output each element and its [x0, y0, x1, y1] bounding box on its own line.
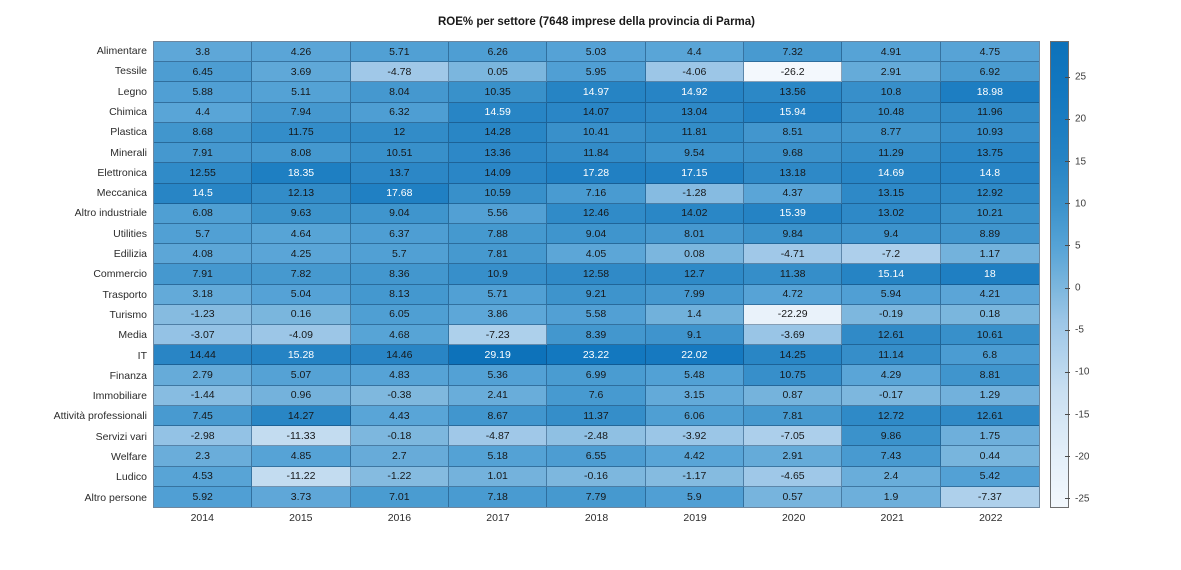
heatmap-cell[interactable]: 5.9: [646, 487, 744, 507]
heatmap-cell[interactable]: 14.5: [154, 184, 252, 204]
y-tick-label: Welfare: [111, 451, 147, 464]
chart-title: ROE% per settore (7648 imprese della provincia di Parma): [437, 16, 755, 28]
heatmap-cell[interactable]: 4.43: [351, 406, 449, 426]
heatmap-cell[interactable]: 2.79: [154, 365, 252, 385]
heatmap-cell[interactable]: 4.75: [941, 42, 1039, 62]
colorbar-tick-label: -10: [1075, 366, 1090, 378]
x-axis-tick-labels: [153, 512, 1040, 526]
heatmap-cell[interactable]: 5.7: [351, 244, 449, 264]
x-tick-label: 2019: [683, 512, 707, 524]
heatmap-cell[interactable]: 5.18: [449, 446, 547, 466]
heatmap-cell[interactable]: 5.07: [252, 365, 350, 385]
heatmap-cell[interactable]: 0.87: [744, 386, 842, 406]
heatmap-cell[interactable]: 7.91: [154, 143, 252, 163]
heatmap-cell[interactable]: -4.65: [744, 467, 842, 487]
colorbar-tick-mark: [1065, 372, 1070, 373]
heatmap-cell[interactable]: 18: [941, 264, 1039, 284]
colorbar-tick-mark: [1065, 245, 1070, 246]
heatmap-cell[interactable]: 5.56: [449, 204, 547, 224]
heatmap-cell[interactable]: 4.21: [941, 285, 1039, 305]
heatmap-cell[interactable]: 0.44: [941, 446, 1039, 466]
y-tick-label: Utilities: [113, 227, 147, 240]
heatmap-cell[interactable]: 4.08: [154, 244, 252, 264]
y-axis-tick-labels: [0, 41, 147, 508]
heatmap-cell[interactable]: 14.02: [646, 204, 744, 224]
heatmap-cell[interactable]: 12: [351, 123, 449, 143]
heatmap-cell[interactable]: 8.39: [547, 325, 645, 345]
heatmap-cell[interactable]: 12.58: [547, 264, 645, 284]
colorbar-tick-mark: [1065, 77, 1070, 78]
heatmap-cell[interactable]: 11.38: [744, 264, 842, 284]
heatmap-cell[interactable]: 7.32: [744, 42, 842, 62]
heatmap-cell[interactable]: 5.04: [252, 285, 350, 305]
heatmap-cell[interactable]: 11.29: [842, 143, 940, 163]
x-tick-label: 2021: [880, 512, 904, 524]
heatmap-cell[interactable]: 2.91: [842, 62, 940, 82]
heatmap-cell[interactable]: 7.16: [547, 184, 645, 204]
heatmap-cell[interactable]: 10.48: [842, 103, 940, 123]
colorbar-tick-mark: [1065, 161, 1070, 162]
heatmap-cell[interactable]: 11.81: [646, 123, 744, 143]
colorbar-tick-label: 20: [1075, 113, 1087, 125]
heatmap-cell[interactable]: 8.08: [252, 143, 350, 163]
heatmap-cell[interactable]: 6.26: [449, 42, 547, 62]
heatmap-cell[interactable]: -0.16: [547, 467, 645, 487]
heatmap-cell[interactable]: 1.29: [941, 386, 1039, 406]
heatmap-cell[interactable]: 5.95: [547, 62, 645, 82]
heatmap-cell[interactable]: 8.01: [646, 224, 744, 244]
heatmap-cell[interactable]: 14.97: [547, 82, 645, 102]
heatmap-cell[interactable]: 8.89: [941, 224, 1039, 244]
heatmap-cell[interactable]: -4.09: [252, 325, 350, 345]
heatmap-cell[interactable]: 23.22: [547, 345, 645, 365]
heatmap-cell[interactable]: -1.44: [154, 386, 252, 406]
heatmap-cell[interactable]: -4.06: [646, 62, 744, 82]
heatmap-cell[interactable]: 4.42: [646, 446, 744, 466]
heatmap-cell[interactable]: 5.03: [547, 42, 645, 62]
heatmap-cell[interactable]: 7.43: [842, 446, 940, 466]
heatmap-cell[interactable]: -7.37: [941, 487, 1039, 507]
heatmap-cell[interactable]: 4.83: [351, 365, 449, 385]
heatmap-cell[interactable]: -0.17: [842, 386, 940, 406]
heatmap-cell[interactable]: 7.99: [646, 285, 744, 305]
heatmap-cell[interactable]: 8.13: [351, 285, 449, 305]
heatmap-cell[interactable]: 12.61: [842, 325, 940, 345]
heatmap-cell[interactable]: 14.09: [449, 163, 547, 183]
heatmap-cell[interactable]: 9.21: [547, 285, 645, 305]
heatmap-cell[interactable]: 10.61: [941, 325, 1039, 345]
heatmap-cell[interactable]: 13.15: [842, 184, 940, 204]
x-tick-label: 2016: [387, 512, 412, 524]
heatmap-cell[interactable]: 0.96: [252, 386, 350, 406]
heatmap-cell[interactable]: 4.91: [842, 42, 940, 62]
heatmap-cell[interactable]: 5.71: [449, 285, 547, 305]
heatmap-cell[interactable]: 13.02: [842, 204, 940, 224]
colorbar-tick-mark: [1065, 456, 1070, 457]
heatmap-cell[interactable]: 14.25: [744, 345, 842, 365]
heatmap-cell[interactable]: 5.71: [351, 42, 449, 62]
heatmap-cell[interactable]: 3.69: [252, 62, 350, 82]
colorbar-tick-label: 15: [1075, 156, 1087, 168]
y-tick-label: Meccanica: [96, 187, 147, 200]
y-tick-label: Ludico: [116, 471, 147, 484]
heatmap-cell[interactable]: 5.58: [547, 305, 645, 325]
heatmap-cell[interactable]: 14.27: [252, 406, 350, 426]
heatmap-cell[interactable]: -2.48: [547, 426, 645, 446]
heatmap-cell[interactable]: -1.17: [646, 467, 744, 487]
heatmap-cell[interactable]: 10.93: [941, 123, 1039, 143]
colorbar-tick-label: 25: [1075, 71, 1087, 83]
heatmap-cell[interactable]: 2.41: [449, 386, 547, 406]
heatmap-cell[interactable]: 4.25: [252, 244, 350, 264]
heatmap-cell[interactable]: 12.46: [547, 204, 645, 224]
heatmap-cell[interactable]: -4.78: [351, 62, 449, 82]
heatmap-cell[interactable]: 11.96: [941, 103, 1039, 123]
x-tick-label: 2022: [979, 512, 1003, 524]
heatmap-cell[interactable]: 6.06: [646, 406, 744, 426]
y-tick-label: Tessile: [114, 65, 147, 78]
heatmap-cell[interactable]: 2.3: [154, 446, 252, 466]
colorbar-tick-mark: [1065, 498, 1070, 499]
heatmap-cell[interactable]: -1.23: [154, 305, 252, 325]
heatmap-cell[interactable]: 4.68: [351, 325, 449, 345]
heatmap-cell[interactable]: 4.85: [252, 446, 350, 466]
y-tick-label: Alimentare: [96, 45, 147, 57]
heatmap-cell[interactable]: 6.32: [351, 103, 449, 123]
heatmap-cell[interactable]: 9.04: [547, 224, 645, 244]
colorbar: [1050, 41, 1090, 508]
heatmap-cell[interactable]: 17.68: [351, 184, 449, 204]
heatmap-cell[interactable]: 8.51: [744, 123, 842, 143]
heatmap-cell[interactable]: 3.73: [252, 487, 350, 507]
heatmap-cell[interactable]: -4.71: [744, 244, 842, 264]
heatmap-cell[interactable]: 18.35: [252, 163, 350, 183]
y-tick-label: Immobiliare: [92, 390, 147, 403]
y-tick-label: Media: [118, 329, 147, 342]
heatmap-cell[interactable]: 14.07: [547, 103, 645, 123]
heatmap-cell[interactable]: 1.17: [941, 244, 1039, 264]
heatmap-cell[interactable]: 10.21: [941, 204, 1039, 224]
colorbar-tick-mark: [1065, 414, 1070, 415]
heatmap-cell[interactable]: 9.54: [646, 143, 744, 163]
heatmap-cell[interactable]: 11.14: [842, 345, 940, 365]
heatmap-cell[interactable]: -22.29: [744, 305, 842, 325]
colorbar-tick-label: -20: [1075, 451, 1090, 463]
y-tick-label: Trasporto: [102, 288, 147, 301]
heatmap-cell[interactable]: 12.55: [154, 163, 252, 183]
heatmap-cell[interactable]: -3.07: [154, 325, 252, 345]
heatmap-cell[interactable]: 1.01: [449, 467, 547, 487]
colorbar-tick-mark: [1065, 119, 1070, 120]
heatmap-cell[interactable]: -7.05: [744, 426, 842, 446]
y-tick-label: Edilizia: [113, 248, 147, 261]
heatmap-grid: [153, 41, 1040, 508]
heatmap-cell[interactable]: 3.86: [449, 305, 547, 325]
heatmap-cell[interactable]: 18.98: [941, 82, 1039, 102]
heatmap-cell[interactable]: 6.08: [154, 204, 252, 224]
heatmap-cell[interactable]: 11.75: [252, 123, 350, 143]
heatmap-cell[interactable]: 14.69: [842, 163, 940, 183]
x-tick-label: 2020: [781, 512, 806, 524]
heatmap-cell[interactable]: 4.05: [547, 244, 645, 264]
y-tick-label: Attività professionali: [53, 410, 147, 423]
heatmap-cell[interactable]: 10.9: [449, 264, 547, 284]
heatmap-cell[interactable]: 4.64: [252, 224, 350, 244]
heatmap-cell[interactable]: -26.2: [744, 62, 842, 82]
heatmap-cell[interactable]: -7.23: [449, 325, 547, 345]
heatmap-cell[interactable]: 0.16: [252, 305, 350, 325]
heatmap-cell[interactable]: -11.33: [252, 426, 350, 446]
heatmap-cell[interactable]: 4.53: [154, 467, 252, 487]
heatmap-cell[interactable]: 5.92: [154, 487, 252, 507]
x-tick-label: 2014: [190, 512, 214, 524]
heatmap-cell[interactable]: 7.88: [449, 224, 547, 244]
heatmap-cell[interactable]: -2.98: [154, 426, 252, 446]
heatmap-cell[interactable]: 0.57: [744, 487, 842, 507]
colorbar-tick-label: -5: [1075, 324, 1084, 336]
y-tick-label: IT: [137, 349, 147, 362]
heatmap-cell[interactable]: 9.4: [842, 224, 940, 244]
heatmap-cell[interactable]: 10.59: [449, 184, 547, 204]
heatmap-cell[interactable]: 2.4: [842, 467, 940, 487]
x-tick-label: 2015: [289, 512, 313, 524]
heatmap-cell[interactable]: 5.42: [941, 467, 1039, 487]
heatmap-cell[interactable]: 0.18: [941, 305, 1039, 325]
heatmap-cell[interactable]: 9.84: [744, 224, 842, 244]
heatmap-cell[interactable]: 7.94: [252, 103, 350, 123]
heatmap-cell[interactable]: 13.04: [646, 103, 744, 123]
colorbar-tick-label: 0: [1075, 282, 1081, 294]
heatmap-cell[interactable]: 9.68: [744, 143, 842, 163]
heatmap-cell[interactable]: -1.22: [351, 467, 449, 487]
heatmap-cell[interactable]: -0.38: [351, 386, 449, 406]
heatmap-cell[interactable]: 6.05: [351, 305, 449, 325]
heatmap-cell[interactable]: 10.35: [449, 82, 547, 102]
y-tick-label: Turismo: [109, 308, 147, 321]
heatmap-cell[interactable]: 10.8: [842, 82, 940, 102]
heatmap-cell[interactable]: 9.04: [351, 204, 449, 224]
heatmap-cell[interactable]: 10.41: [547, 123, 645, 143]
y-tick-label: Altro persone: [84, 491, 147, 504]
colorbar-tick-mark: [1065, 203, 1070, 204]
heatmap-cell[interactable]: -0.18: [351, 426, 449, 446]
heatmap-cell[interactable]: 1.9: [842, 487, 940, 507]
heatmap-cell[interactable]: 14.8: [941, 163, 1039, 183]
heatmap-cell[interactable]: 7.81: [744, 406, 842, 426]
colorbar-tick-label: 5: [1075, 240, 1081, 252]
heatmap-cell[interactable]: 2.91: [744, 446, 842, 466]
heatmap-cell[interactable]: 10.75: [744, 365, 842, 385]
heatmap-cell[interactable]: 22.02: [646, 345, 744, 365]
heatmap-cell[interactable]: 13.7: [351, 163, 449, 183]
heatmap-cell[interactable]: 9.63: [252, 204, 350, 224]
heatmap-cell[interactable]: 14.59: [449, 103, 547, 123]
heatmap-cell[interactable]: 14.46: [351, 345, 449, 365]
heatmap-cell[interactable]: 8.36: [351, 264, 449, 284]
heatmap-cell[interactable]: 7.81: [449, 244, 547, 264]
heatmap-cell[interactable]: 12.13: [252, 184, 350, 204]
heatmap-cell[interactable]: 17.15: [646, 163, 744, 183]
heatmap-cell[interactable]: 4.4: [646, 42, 744, 62]
heatmap-cell[interactable]: 0.05: [449, 62, 547, 82]
heatmap-cell[interactable]: 14.44: [154, 345, 252, 365]
heatmap-cell[interactable]: 8.77: [842, 123, 940, 143]
heatmap-cell[interactable]: 1.75: [941, 426, 1039, 446]
y-tick-label: Plastica: [110, 126, 147, 139]
heatmap-cell[interactable]: -3.92: [646, 426, 744, 446]
heatmap-cell[interactable]: 13.36: [449, 143, 547, 163]
heatmap-cell[interactable]: 5.36: [449, 365, 547, 385]
heatmap-cell[interactable]: 11.37: [547, 406, 645, 426]
heatmap-cell[interactable]: 7.91: [154, 264, 252, 284]
heatmap-cell[interactable]: 4.26: [252, 42, 350, 62]
heatmap-cell[interactable]: 13.18: [744, 163, 842, 183]
heatmap-cell[interactable]: 4.37: [744, 184, 842, 204]
heatmap-cell[interactable]: 15.39: [744, 204, 842, 224]
x-tick-label: 2018: [584, 512, 609, 524]
heatmap-cell[interactable]: 13.75: [941, 143, 1039, 163]
y-tick-label: Chimica: [109, 105, 147, 118]
heatmap-cell[interactable]: 6.37: [351, 224, 449, 244]
colorbar-tick-label: -15: [1075, 409, 1090, 421]
heatmap-cell[interactable]: 12.61: [941, 406, 1039, 426]
heatmap-cell[interactable]: 6.8: [941, 345, 1039, 365]
heatmap-cell[interactable]: 5.88: [154, 82, 252, 102]
heatmap-cell[interactable]: -11.22: [252, 467, 350, 487]
y-tick-label: Minerali: [110, 146, 147, 159]
heatmap-cell[interactable]: 7.01: [351, 487, 449, 507]
heatmap-cell[interactable]: 12.92: [941, 184, 1039, 204]
heatmap-cell[interactable]: 6.92: [941, 62, 1039, 82]
heatmap-cell[interactable]: 15.14: [842, 264, 940, 284]
heatmap-cell[interactable]: 14.92: [646, 82, 744, 102]
heatmap-cell[interactable]: -0.19: [842, 305, 940, 325]
heatmap-cell[interactable]: 13.56: [744, 82, 842, 102]
heatmap-cell[interactable]: 8.04: [351, 82, 449, 102]
heatmap-cell[interactable]: 12.72: [842, 406, 940, 426]
heatmap-cell[interactable]: 4.29: [842, 365, 940, 385]
colorbar-tick-mark: [1065, 330, 1070, 331]
heatmap-cell[interactable]: 6.99: [547, 365, 645, 385]
colorbar-tick-mark: [1065, 288, 1070, 289]
heatmap-cell[interactable]: -1.28: [646, 184, 744, 204]
colorbar-tick-label: -25: [1075, 493, 1090, 505]
colorbar-tick-label: 10: [1075, 198, 1087, 210]
heatmap-cell[interactable]: 7.79: [547, 487, 645, 507]
heatmap-cell[interactable]: 14.28: [449, 123, 547, 143]
y-tick-label: Commercio: [93, 268, 147, 281]
heatmap-cell[interactable]: 15.94: [744, 103, 842, 123]
heatmap-cell[interactable]: 9.1: [646, 325, 744, 345]
heatmap-cell[interactable]: 5.48: [646, 365, 744, 385]
y-tick-label: Elettronica: [97, 166, 147, 179]
heatmap-cell[interactable]: 9.86: [842, 426, 940, 446]
heatmap-cell[interactable]: 8.67: [449, 406, 547, 426]
heatmap-cell[interactable]: 7.6: [547, 386, 645, 406]
heatmap-cell[interactable]: 10.51: [351, 143, 449, 163]
heatmap-cell[interactable]: -3.69: [744, 325, 842, 345]
heatmap-cell[interactable]: 3.8: [154, 42, 252, 62]
heatmap-cell[interactable]: 5.11: [252, 82, 350, 102]
heatmap-cell[interactable]: 8.68: [154, 123, 252, 143]
heatmap-cell[interactable]: 7.18: [449, 487, 547, 507]
y-tick-label: Finanza: [109, 369, 147, 382]
heatmap-cell[interactable]: -7.2: [842, 244, 940, 264]
y-tick-label: Legno: [117, 85, 147, 98]
y-tick-label: Altro industriale: [74, 207, 147, 220]
heatmap-cell[interactable]: 5.94: [842, 285, 940, 305]
y-tick-label: Servizi vari: [95, 430, 147, 443]
heatmap-cell[interactable]: 3.18: [154, 285, 252, 305]
heatmap-cell[interactable]: 17.28: [547, 163, 645, 183]
heatmap-cell[interactable]: 11.84: [547, 143, 645, 163]
heatmap-cell[interactable]: 7.82: [252, 264, 350, 284]
x-tick-label: 2017: [486, 512, 510, 524]
heatmap-cell[interactable]: 2.7: [351, 446, 449, 466]
heatmap-cell[interactable]: -4.87: [449, 426, 547, 446]
heatmap-cell[interactable]: 7.45: [154, 406, 252, 426]
heatmap-cell[interactable]: 4.72: [744, 285, 842, 305]
heatmap-cell[interactable]: 1.4: [646, 305, 744, 325]
heatmap-cell[interactable]: 6.55: [547, 446, 645, 466]
heatmap-cell[interactable]: 0.08: [646, 244, 744, 264]
heatmap-cell[interactable]: 4.4: [154, 103, 252, 123]
heatmap-cell[interactable]: 15.28: [252, 345, 350, 365]
heatmap-cell[interactable]: 29.19: [449, 345, 547, 365]
heatmap-cell[interactable]: 8.81: [941, 365, 1039, 385]
heatmap-cell[interactable]: 6.45: [154, 62, 252, 82]
heatmap-cell[interactable]: 5.7: [154, 224, 252, 244]
heatmap-cell[interactable]: 12.7: [646, 264, 744, 284]
heatmap-cell[interactable]: 3.15: [646, 386, 744, 406]
